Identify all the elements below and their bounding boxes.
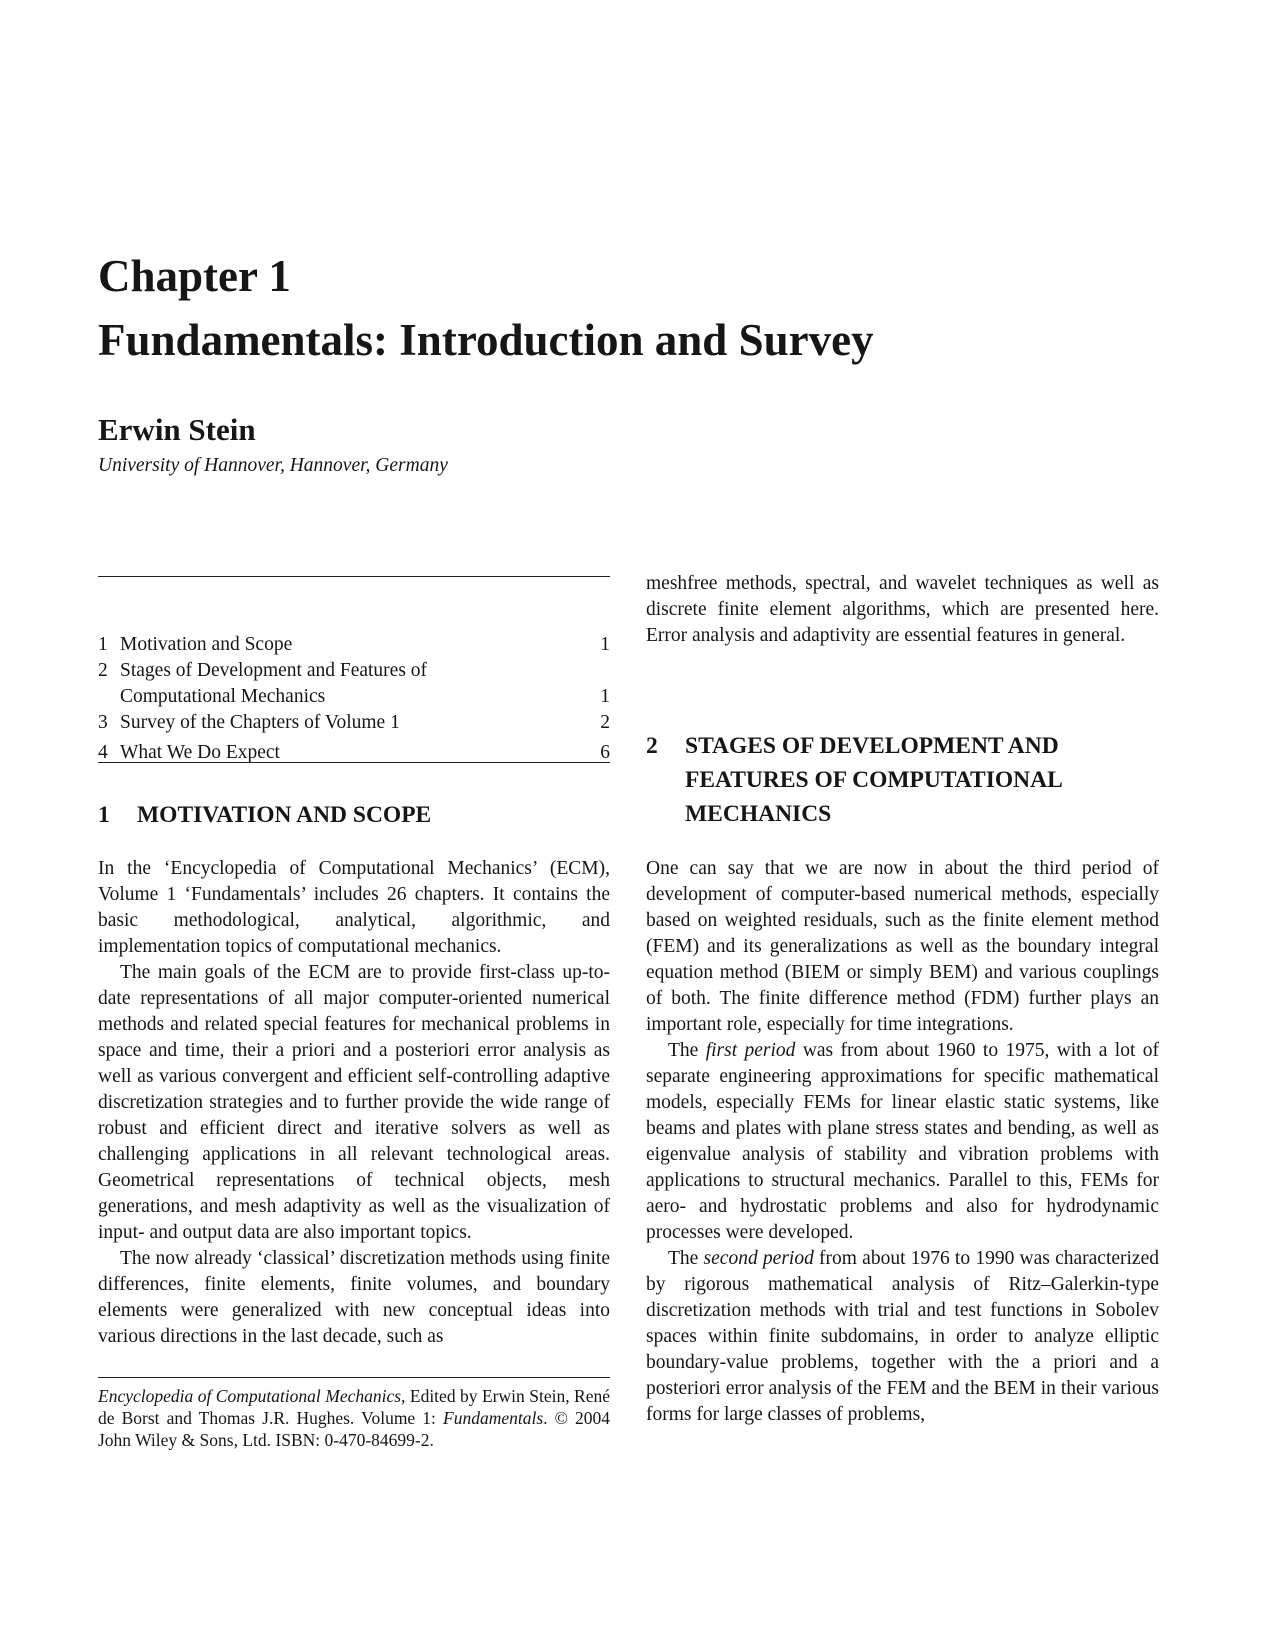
volume-title: Fundamentals — [443, 1408, 544, 1428]
toc-entry-page: 1 — [600, 634, 610, 655]
toc-entry-title: What We Do Expect — [120, 742, 280, 763]
section-title: MOTIVATION AND SCOPE — [137, 802, 432, 828]
table-of-contents — [98, 632, 610, 766]
section-1-body — [98, 856, 610, 1350]
chapter-label: Chapter 1 — [98, 251, 291, 301]
toc-entry-title: Stages of Development and Features of Computational Mechanics — [120, 660, 428, 707]
toc-entry-title: Motivation and Scope — [120, 634, 293, 655]
section-number: 1 — [98, 802, 110, 828]
paragraph — [646, 1246, 1159, 1428]
footnote-rule — [98, 1377, 610, 1378]
author-affiliation: University of Hannover, Hannover, Germany — [98, 455, 448, 476]
chapter-title: Fundamentals: Introduction and Survey — [98, 315, 874, 365]
footnote — [98, 1385, 610, 1451]
paragraph-text: was from about 1960 to 1975, with a lot of separate engineering approximations for specific mathematical models, especially FEMs for linear elastic static systems, like beams and plates with plane stress states and bending, as well as eigenvalue analysis of stability and vibration problems with applications to structural mechanics. Parallel to this, FEMs for aero- and hydrostatic problems and also for hydrodynamic processes were developed. — [646, 1040, 1160, 1243]
toc-entry-page: 1 — [600, 686, 610, 707]
paragraph: The main goals of the ECM are to provide first-class up-to-date representations of all major computer-oriented numerical methods and related special features for mechanical problems in space and time, their a priori and a posteriori error analysis as well as various convergent and efficient self-controlling adaptive discretization strategies and to further provide the wide range of robust and efficient direct and iterative solvers as well as challenging applications in all relevant technological areas. Geometrical representations of technical objects, mesh generations, and mesh adaptivity as well as the visualization of input- and output data are also important topics. — [98, 962, 610, 1243]
section-1-heading — [98, 798, 610, 832]
section-2-body — [646, 856, 1159, 1428]
toc-entry-number: 4 — [98, 742, 108, 763]
paragraph-text: The — [668, 1248, 704, 1269]
section-1-continuation — [646, 571, 1159, 649]
author-name: Erwin Stein — [98, 412, 256, 447]
section-title: STAGES OF DEVELOPMENT AND FEATURES OF COMPUTATIONAL MECHANICS — [685, 733, 1062, 827]
toc-entry[interactable] — [98, 658, 610, 710]
paragraph: In the ‘Encyclopedia of Computational Mechanics’ (ECM), Volume 1 ‘Fundamentals’ includes 26 chapters. It contains the basic methodological, analytical, algorithmic, and implementation topics of computational mechanics. — [98, 858, 610, 957]
book-title: Encyclopedia of Computational Mechanics — [98, 1386, 402, 1406]
toc-entry-number: 3 — [98, 712, 108, 733]
toc-bottom-rule — [98, 762, 610, 763]
footnote-text: . © 2004 John Wiley & Sons, Ltd. ISBN: 0-470-84699-2. — [98, 1408, 611, 1450]
emphasis-second-period: second period — [703, 1248, 814, 1269]
paragraph — [646, 1038, 1159, 1246]
footnote-text: , Edited by Erwin Stein, René de Borst and Thomas J.R. Hughes. Volume 1: — [98, 1386, 610, 1428]
paragraph: The now already ‘classical’ discretization methods using finite differences, finite elements, finite volumes, and boundary elements were generalized with new conceptual ideas into various directions in the last decade, such as — [98, 1248, 610, 1347]
paragraph-text: from about 1976 to 1990 was characterized by rigorous mathematical analysis of Ritz–Galerkin-type discretization methods with trial and test functions in Sobolev spaces within finite subdomains, in order to analyze elliptic boundary-value problems, together with the a priori and a posteriori error analysis of the FEM and the BEM in their various forms for large classes of problems, — [646, 1248, 1159, 1425]
toc-entry-page: 2 — [600, 712, 610, 733]
copyright-footnote — [98, 1385, 610, 1451]
emphasis-first-period: first period — [705, 1040, 796, 1061]
paragraph: meshfree methods, spectral, and wavelet techniques as well as discrete finite element algorithms, which are presented here. Error analysis and adaptivity are essential features in general. — [646, 573, 1159, 646]
toc-top-rule — [98, 576, 610, 577]
toc-entry-title: Survey of the Chapters of Volume 1 — [120, 712, 400, 733]
section-number: 2 — [646, 733, 658, 759]
toc-entry[interactable] — [98, 710, 610, 736]
toc-entry-number: 1 — [98, 634, 108, 655]
paragraph-text: The — [668, 1040, 706, 1061]
section-2-heading — [646, 729, 1159, 831]
toc-entry[interactable] — [98, 632, 610, 658]
toc-entry-page: 6 — [600, 742, 610, 763]
paragraph: One can say that we are now in about the third period of development of computer-based numerical methods, especially based on weighted residuals, such as the finite element method (FEM) and its generalizations as well as the boundary integral equation method (BIEM or simply BEM) and various couplings of both. The finite difference method (FDM) further plays an important role, especially for time integrations. — [646, 858, 1159, 1035]
toc-entry-number: 2 — [98, 660, 108, 681]
